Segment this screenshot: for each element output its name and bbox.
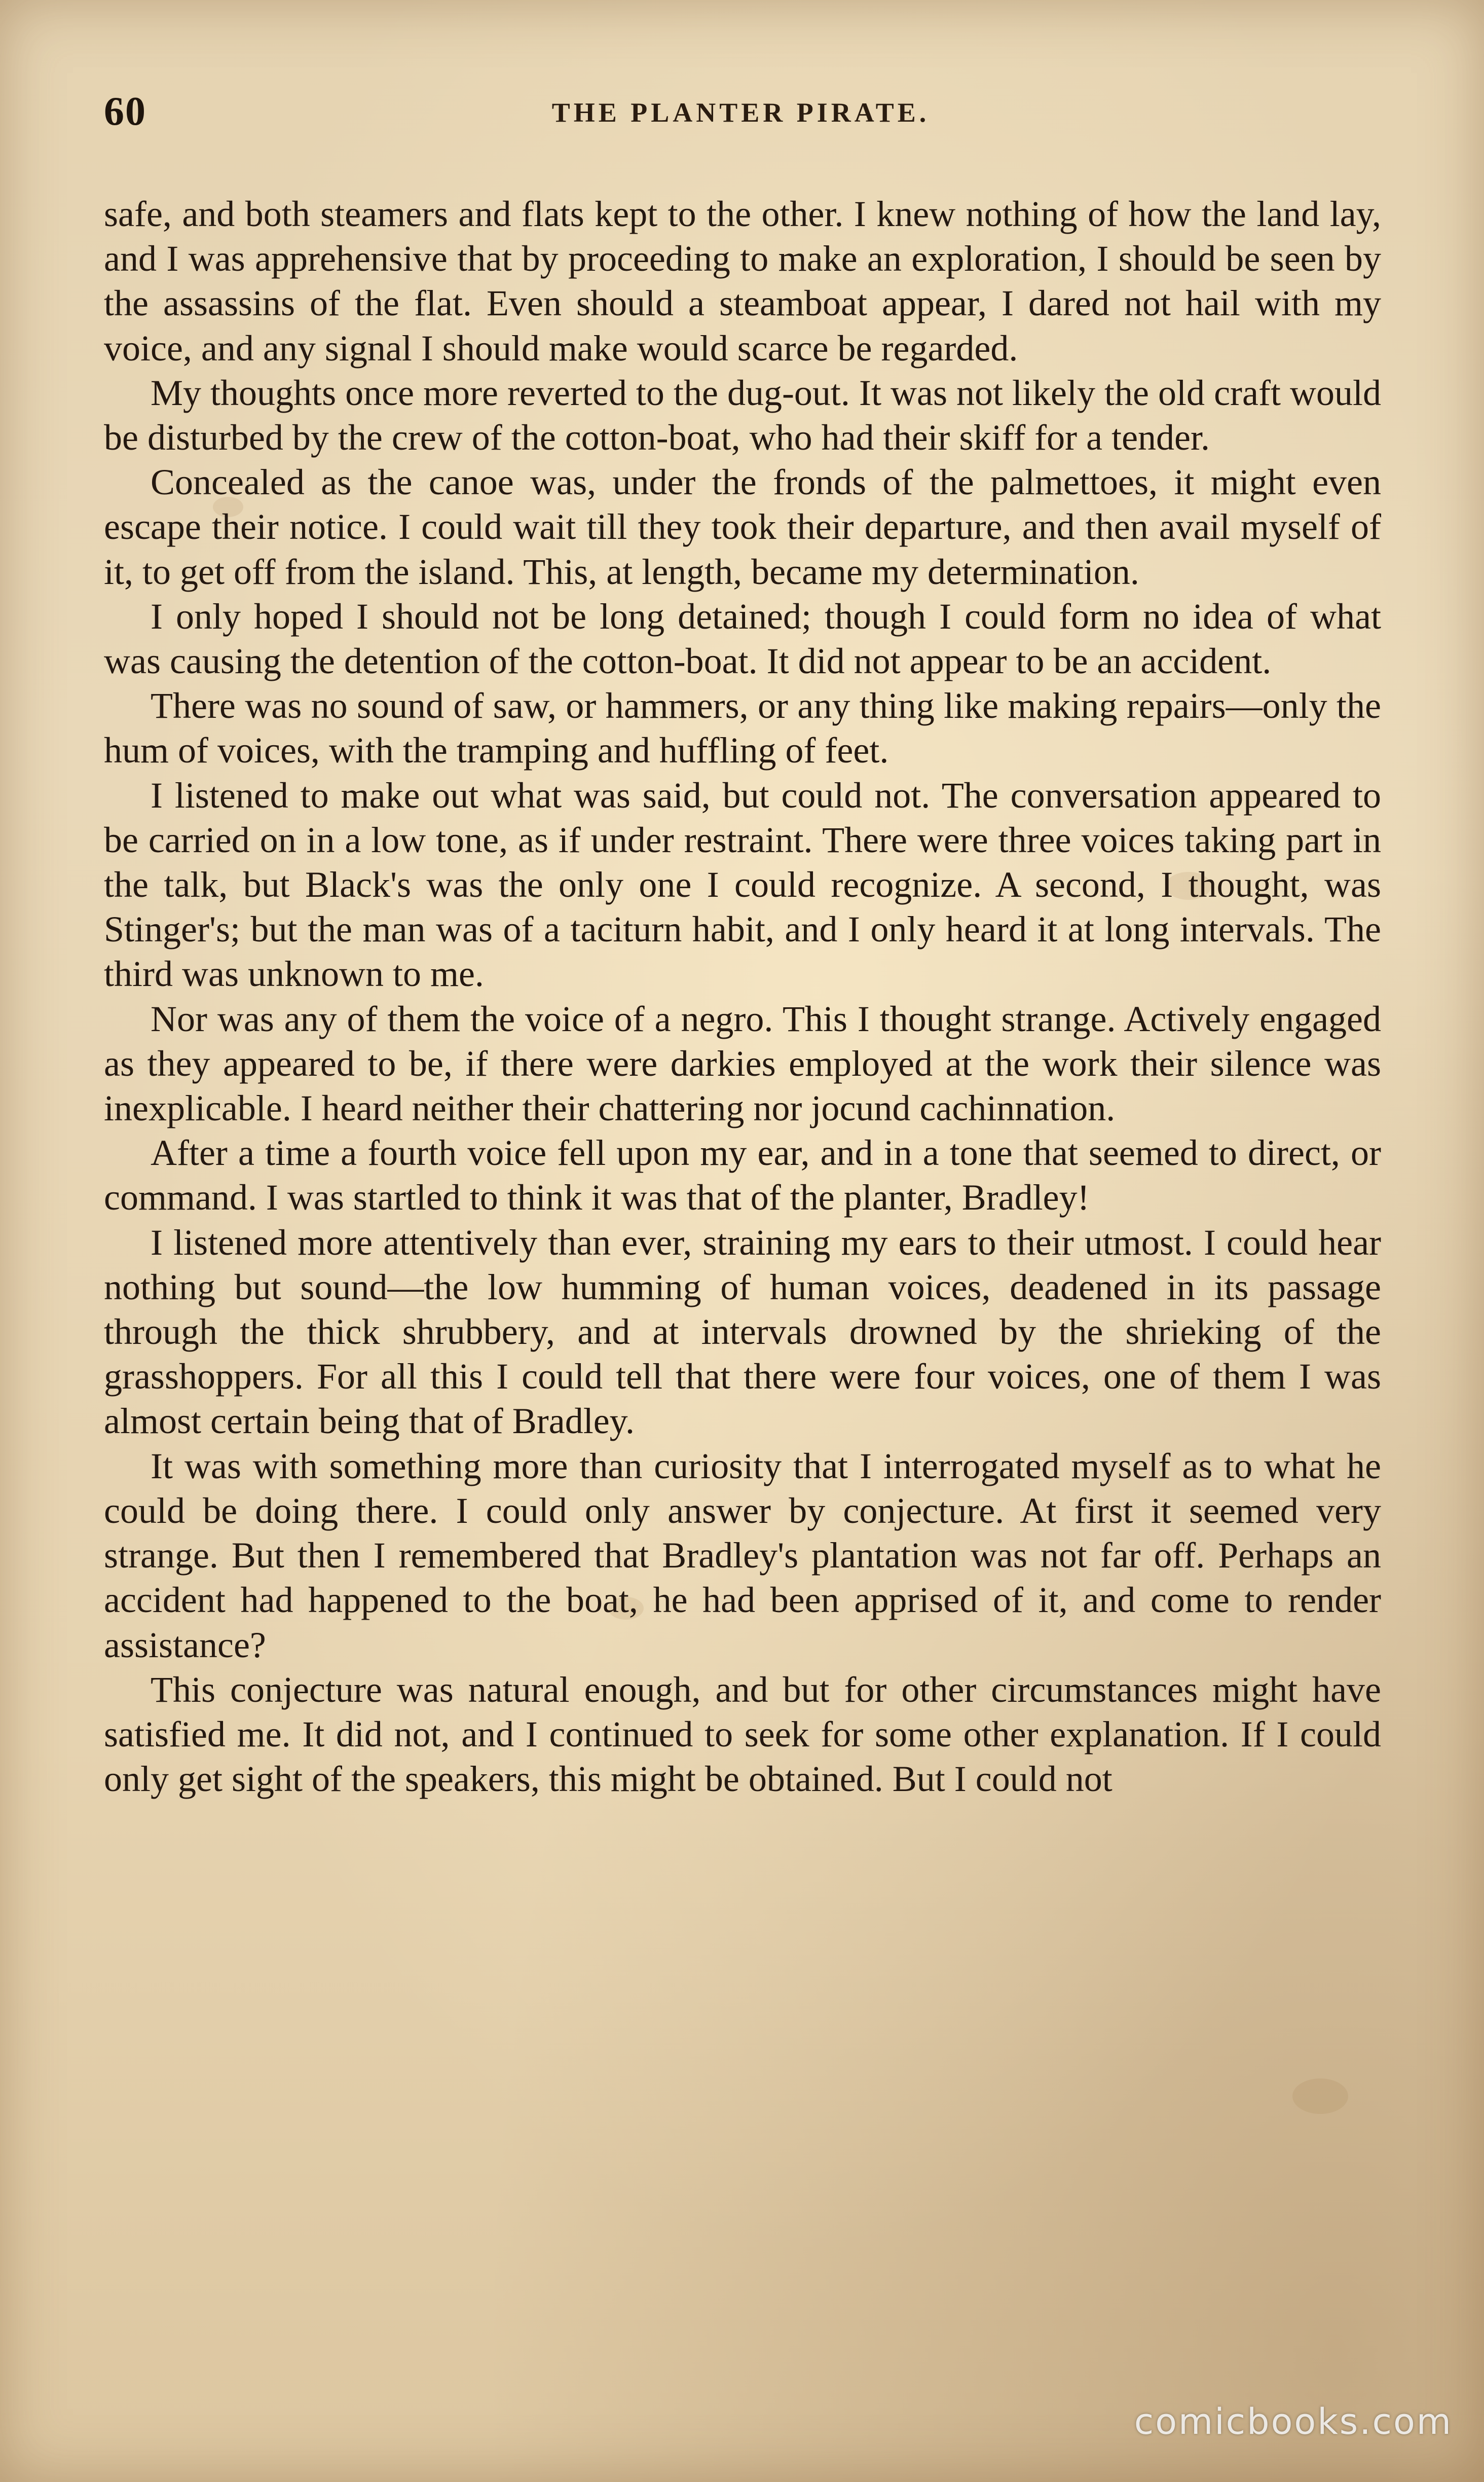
paragraph: safe, and both steamers and flats kept to the other. I knew nothing of how the land lay, and I was apprehensive that by proceeding to make an exploration, I should be seen by the assassins of the flat. Even should a steamboat appear, I dared not hail with my voice, and any signal I should make would scarce be regarded. bbox=[104, 194, 1381, 369]
paragraph: My thoughts once more reverted to the dug-out. It was not likely the old craft would be disturbed by the crew of the cotton-boat, who had their skiff for a tender. bbox=[104, 372, 1381, 458]
page-number: 60 bbox=[104, 89, 146, 134]
paragraph: This conjecture was natural enough, and but for other circumstances might have satisfied me. It did not, and I continued to seek for some other explanation. If I could only get sight of the speakers, this might be obtained. But I could not bbox=[104, 1669, 1381, 1800]
running-head: THE PLANTER PIRATE. bbox=[551, 97, 930, 128]
paragraph: I only hoped I should not be long detained; though I could form no idea of what was causing the detention of the cotton-boat. It did not appear to be an accident. bbox=[104, 596, 1381, 682]
watermark: comicbooks.com bbox=[1134, 2401, 1453, 2442]
paragraph: There was no sound of saw, or hammers, or any thing like making repairs—only the hum of voices, with the tramping and huffling of feet. bbox=[104, 685, 1381, 771]
body-text bbox=[104, 192, 1381, 1801]
paragraph: It was with something more than curiosity that I interrogated myself as to what he could be doing there. I could only answer by conjecture. At first it seemed very strange. But then I remembered that Bradley's plantation was not far off. Perhaps an accident had happened to the boat, he had been apprised of it, and come to render assistance? bbox=[104, 1445, 1381, 1665]
paper-stain bbox=[1292, 2078, 1348, 2114]
paragraph: I listened to make out what was said, but could not. The conversation appeared to be carried on in a low tone, as if under restraint. There were three voices taking part in the talk, but Black's was the only one I could recognize. A second, I thought, was Stinger's; but the man was of a taciturn habit, and I only heard it at long intervals. The third was unknown to me. bbox=[104, 775, 1381, 995]
page-header bbox=[104, 84, 1378, 144]
paragraph: Nor was any of them the voice of a negro. This I thought strange. Actively engaged as they appeared to be, if there were darkies employed at the work their silence was inexplicable. I heard neither their chattering nor jocund cachinnation. bbox=[104, 998, 1381, 1129]
paragraph: After a time a fourth voice fell upon my ear, and in a tone that seemed to direct, or command. I was startled to think it was that of the planter, Bradley! bbox=[104, 1133, 1381, 1218]
paragraph: Concealed as the canoe was, under the fronds of the palmettoes, it might even escape their notice. I could wait till they took their departure, and then avail myself of it, to get off from the island. This, at length, became my determination. bbox=[104, 462, 1381, 592]
paragraph: I listened more attentively than ever, straining my ears to their utmost. I could hear nothing but sound—the low humming of human voices, deadened in its passage through the thick shrubbery, and at intervals drowned by the shrieking of the grasshoppers. For all this I could tell that there were four voices, one of them I was almost certain being that of Bradley. bbox=[104, 1222, 1381, 1442]
